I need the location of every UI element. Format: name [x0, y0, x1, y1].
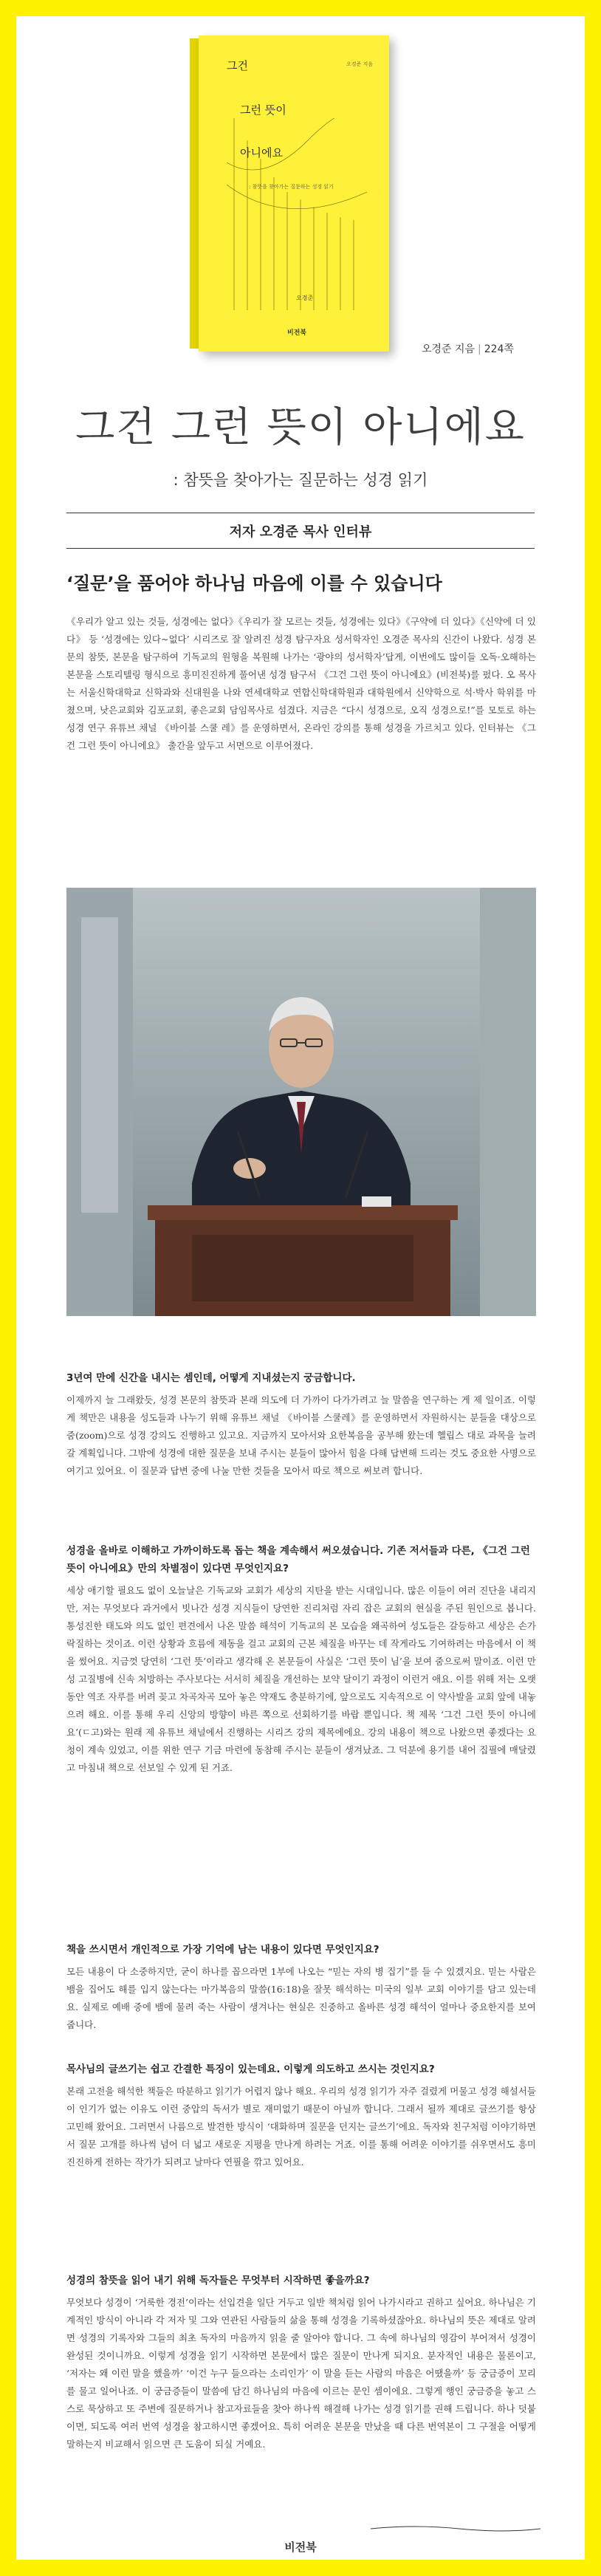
- interview-label: 저자 오경준 목사 인터뷰: [229, 524, 372, 540]
- book-cover-mini-text: 오경준 지음: [346, 61, 373, 67]
- author-photo: [66, 888, 536, 1316]
- book-cover-tagline: : 참뜻을 찾아가는 질문하는 성경 읽기: [249, 184, 334, 190]
- meta-separator: |: [478, 343, 481, 355]
- question-1: 3년여 만에 신간을 내시는 셈인데, 어떻게 지내셨는지 궁금합니다.: [66, 1372, 356, 1384]
- intro-paragraph: 《우리가 알고 있는 것들, 성경에는 없다》《우리가 잘 모르는 것들, 성경에는 있다》《구약에 더 있다》《신약에 더 있다》 등 ‘성경에는 있다~없다’ 시리즈로 잘 알려진 성경 탐구자요 성서학자인 오경준 목사의 신간이 나왔다. 성경 본문의 참뜻, 본문을 탐구하여 기독교의 원형을 복원해 나가는 ‘광야의 성서학자’답게, 이번에도 많이들 오독·오해하는 본문을 스토리텔링 형식으로 흥미진진하게 풀어낸 성경 탐구서 《그건 그런 뜻이 아니에요》(비전북)를 펐다. 오 목사는 서울신학대학교 신학과와 신대원을 나와 연세대학교 연합신학대학원과 대학원에서 신약학으로 석·박사 학위를 마쳤으며, 낫은교회와 김포교회, 좋은교회 담임목사로 섬겼다. 지금은 “다시 성경으로, 오직 성경으로!”를 모토로 하는 성경 연구 유튜브 채널 《바이블 스쿨 레》를 운영하면서, 온라인 강의를 통해 성경을 가르치고 있다. 인터뷰는 《그건 그런 뜻이 아니에요》 출간을 앞두고 서면으로 이루어졌다.: [66, 616, 536, 751]
- book-meta: [422, 341, 514, 356]
- book-cover-publisher: 비전북: [287, 329, 307, 337]
- answer-5: 무엇보다 성경이 ‘거룩한 경전’이라는 선입견을 일단 거두고 일반 책처럼 읽어 나가시라고 권하고 싶어요. 하나님은 기계적인 방식이 아니라 각 저자 및 그와 연관된 사람들의 삶을 통해 성경을 기록하셨잖아요. 하나님의 뜻은 제대로 알려면 성경의 기록자와 그들의 최초 독자의 마음까지 읽을 줄 알아야 합니다. 그 속에 하나님의 영감이 부어져서 성경이 완성된 것이니까요. 이렇게 성경을 읽기 시작하면 본문에서 많은 질문이 만나게 되지요. 분자적인 내용은 물론이고, ‘저자는 왜 이런 말을 했을까’ ‘이건 누구 들으라는 소리인가’ 이 말을 듣는 사람의 마음은 어땠을까’ 등 궁금증이 꼬리를 물고 일어나죠. 이 궁금증들이 말씀에 담긴 하나님의 마음에 이르는 문인 셈이에요. 그렇게 행인 궁금증을 놓고 스스로 묵상하고 또 주변에 질문하거나 참고자료들을 찾아 하나씩 해결해 나가는 성경 읽기를 권해 드립니다. 하나 덧붙이면, 되도록 여러 번역 성경을 참고하시면 좋겠어요. 특히 어려운 본문을 만났을 때 다른 번역본이 그 구절을 어떻게 말하는지 비교해서 읽으면 큰 도움이 되실 거예요.: [66, 2297, 536, 2450]
- answer-4: 본래 고전을 해석한 책들은 따분하고 읽기가 어렵지 않나 해요. 우리의 성경 읽기가 자주 걸렸게 머물고 성경 해설서들이 인기가 없는 이유도 이런 중압의 독서가 별로 재미없기 때문이 아닐까 합니다. 그래서 될까 제대로 글쓰기를 항상 고민해 왔어요. 그러면서 나름으로 발견한 방식이 ‘대화하며 질문을 던지는 글쓰기’에요. 독자와 친구처럼 이야기하면서 질문 고개를 하나씩 넘어 더 넓고 새로운 지평을 만나게 하려는 거죠. 이를 통해 어려운 이야기를 쉬우면서도 흥미진진하게 전하는 작가가 되려고 날마다 연필을 깎고 있어요.: [66, 2086, 536, 2168]
- book-meta-author: 오경준 지음: [421, 343, 475, 355]
- preacher-illustration: [66, 888, 536, 1316]
- answer-1: 이제까지 늘 그래왔듯, 성경 본문의 참뜻과 본래 의도에 더 가까이 다가가려고 늘 말씀을 연구하는 게 제 일이죠. 이렇게 책만은 내용을 성도들과 나누기 위해 유튜브 채널 《바이블 스쿨레》를 운영하면서 자원하시는 분들을 대상으로 줌(zoom)으로 성경 강의도 진행하고 있고요. 지금까지 모아서와 요한복음을 공부해 왔는데 헬립스 대로 과목을 늘려 갈 계획입니다. 그밖에 성경에 대한 질문을 보내 주시는 분들이 많아서 힘을 다해 답변해 드리는 것도 중요한 사명으로 여기고 있어요. 이 질문과 답변 중에 나눌 만한 것들을 모아서 따로 책으로 써보려 합니다.: [66, 1394, 536, 1476]
- question-3: 책을 쓰시면서 개인적으로 가장 기억에 남는 내용이 있다면 무엇인지요?: [66, 1944, 380, 1956]
- main-title: 그건 그런 뜻이 아니에요: [75, 403, 526, 451]
- divider-bottom: [66, 548, 535, 549]
- question-4: 목사님의 글쓰기는 쉽고 간결한 특징이 있는데요. 이렇게 의도하고 쓰시는 것인지요?: [66, 2063, 435, 2075]
- book-meta-pages: 224쪽: [484, 343, 514, 355]
- answer-2: 세상 애기할 필요도 없이 오늘날은 기독교와 교회가 세상의 지탄을 받는 시대입니다. 많은 이들이 여러 진단을 내리지만, 저는 무엇보다 과거에서 빗나간 성경 지식들이 당연한 진리처럼 자리 잡은 교회의 현실을 주된 원인으로 봅니다. 통성진한 태도와 의도 없인 편견에서 나온 말씀 해석이 기독교의 본 모습을 왜곡하여 성도들은 갈등하고 세상은 손가락질하는 것이죠. 이런 상황과 흐름에 제동을 걸고 교회의 근본 체질을 바꾸는 데 작게라도 기여하려는 마음에서 이 책을 썼어요. 지금껏 당연히 ‘그런 뜻’이라고 생각해 온 본문들이 사실은 ‘그런 뜻이 님’을 보여 줌으로써 말이죠. 이런 만성 고질병에 신속 처방하는 주사보다는 서서히 체질을 개선하는 보약 달이기 과정이 이런거 애요. 이를 위해 저는 오랫동안 역조 자루를 버려 꽂고 차곡차곡 모아 놓은 약재도 충분하기에, 앞으로도 지속적으로 이 약사발을 교회 앞에 내놓으려 해요. 이를 통해 우리 신앙의 방향이 바른 쪽으로 선회하기를 바랍 뿐입니다. 책 제목 ‘그건 그런 뜻이 아니에요’(ㄷ고)와는 원래 제 유튜브 채널에서 진행하는 시리즈 강의 제목에에요. 강의 내용이 책으로 나왔으면 좋겠다는 요청이 계속 있었고, 이를 위한 연구 기금 마련에 동참해 주시는 분들이 생겨났죠. 그 덕분에 용기를 내어 집필에 매달렸고 마침내 책으로 선보일 수 있게 된 거죠.: [66, 1585, 536, 1773]
- answer-3: 모든 내용이 다 소중하지만, 굳이 하나를 꼽으라면 1부에 나오는 “믿는 자의 병 집기”를 들 수 있겠지요. 믿는 사람은 뱀을 집어도 해를 입지 않는다는 마가복음의 말씀(16:18)을 잘못 해석하는 미국의 일부 교회 이야기를 담고 있는데요. 실제로 예배 중에 뱀에 물려 죽는 사람이 생겨나는 현실은 진중하고 올바른 성경 해석이 얼마나 중요한지를 보여 줍니다.: [66, 1966, 536, 2030]
- page: [16, 16, 585, 2560]
- end-flourish: [371, 2524, 540, 2533]
- book-cover-title-2: 아니에요: [240, 146, 283, 160]
- book-cover-image: [190, 35, 411, 353]
- book-cover-subtitle: 그건: [227, 59, 248, 72]
- headline: ‘질문’을 품어야 하나님 마음에 이를 수 있습니다: [66, 573, 442, 594]
- question-5: 성경의 참뜻을 읽어 내기 위해 독자들은 무엇부터 시작하면 좋을까요?: [66, 2275, 370, 2286]
- book-front: [199, 35, 389, 352]
- book-cover-title-1: 그런 뜻이: [240, 103, 286, 117]
- subtitle: : 참뜻을 찾아가는 질문하는 성경 읽기: [173, 471, 428, 489]
- book-cover-author: 오경준: [296, 295, 314, 301]
- question-2: 성경을 올바로 이해하고 가까이하도록 돕는 책을 계속해서 써오셨습니다. 기존 저서들과 다른, 《그건 그런 뜻이 아니에요》만의 차별점이 있다면 무엇인지요?: [66, 1545, 530, 1575]
- footer-publisher: 비전북: [284, 2541, 317, 2554]
